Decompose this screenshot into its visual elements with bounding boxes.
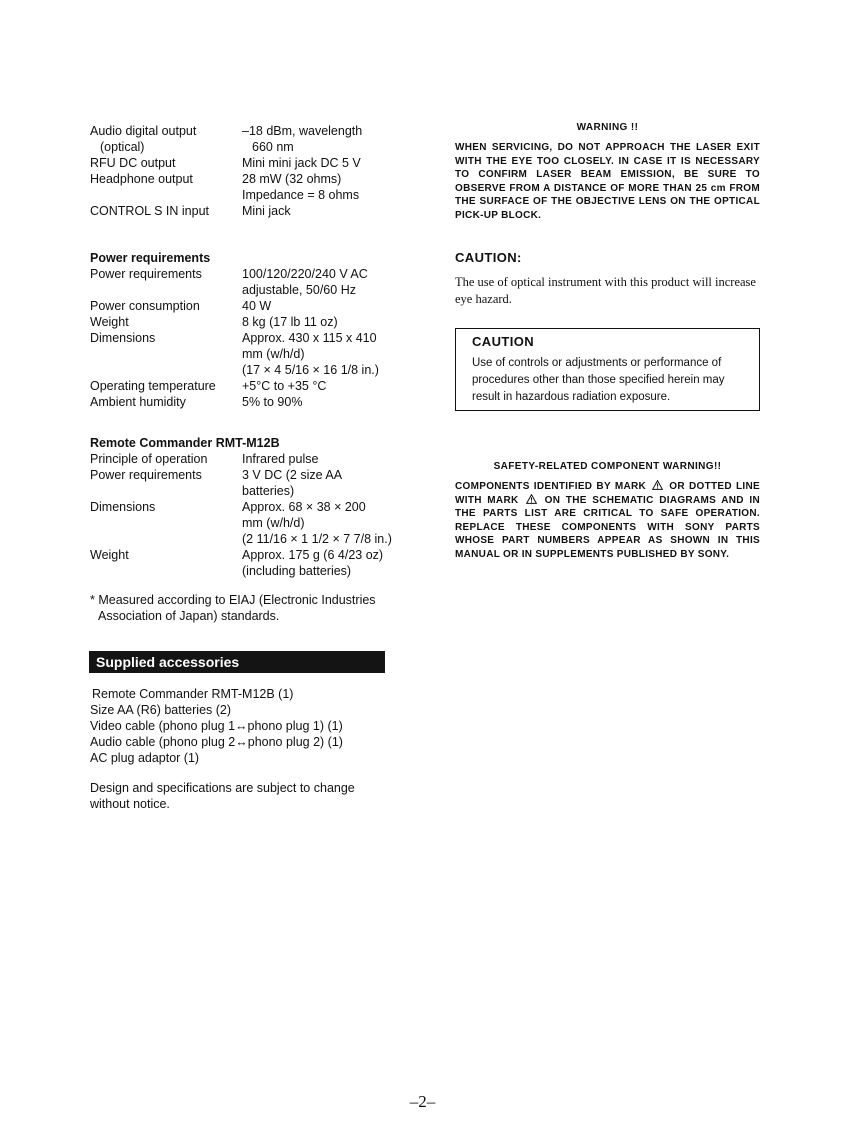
caution-box-text: Use of controls or adjustments or performance of procedures other than those specified herein may result in hazardous radiation exposure. [472,357,725,403]
spec-row [90,139,410,155]
spec-value: Infrared pulse [242,452,319,466]
spec-label: Ambient humidity [90,395,186,409]
accessories-list [90,686,343,766]
measurement-footnote [90,592,390,624]
accessory-item: Size AA (R6) batteries (2) [90,703,232,717]
spec-row [90,467,410,483]
safety-text-part: COMPONENTS IDENTIFIED BY MARK [455,481,647,492]
spec-label: Power consumption [90,299,200,313]
power-section-title: Power requirements [90,251,211,265]
footnote-line: Association of Japan) standards. [98,609,280,623]
spec-row [90,531,410,547]
caution-box-title: CAUTION [472,334,535,349]
accessory-item: Audio cable (phono plug 2↔phono plug 2) (1) [90,735,343,749]
spec-label: Dimensions [90,331,156,345]
spec-label [90,282,242,298]
spec-label: CONTROL S IN input [90,204,210,218]
spec-row [90,515,410,531]
spec-label [90,362,242,378]
accessory-item: Video cable (phono plug 1↔phono plug 1) (1) [90,719,343,733]
spec-value: (including batteries) [242,564,352,578]
design-change-note [90,780,390,812]
spec-value: 5% to 90% [242,395,303,409]
footnote-line: * Measured according to EIAJ (Electronic Industries [90,593,376,607]
spec-value: Approx. 68 × 38 × 200 [242,500,366,514]
spec-label: RFU DC output [90,156,176,170]
spec-value: –18 dBm, wavelength [242,124,363,138]
warning-triangle-icon [652,480,663,490]
laser-warning-title: WARNING !! [576,122,639,133]
spec-row [90,266,410,282]
spec-value: +5°C to +35 °C [242,379,327,393]
accessory-item: Remote Commander RMT-M12B (1) [92,687,294,701]
spec-label: Power requirements [90,267,202,281]
spec-row [90,346,410,362]
safety-text-part: ON THE SCHEMATIC DIAGRAMS AND IN THE PARTS LIST ARE CRITICAL TO SAFE OPERATION. REPLACE THESE COMPONENTS WITH SONY PARTS WHOSE PART NUMBERS APPEAR AS SHOWN IN THIS MANUAL OR IN SUPPLEMENTS PUBLISHED BY SONY. [455,494,760,560]
spec-value: batteries) [242,484,295,498]
spec-label [90,346,242,362]
design-note-line: without notice. [90,797,170,811]
remote-section-title: Remote Commander RMT-M12B [90,436,280,450]
spec-label: Audio digital output [90,124,197,138]
spec-label [90,483,242,499]
accessory-item: AC plug adaptor (1) [90,751,200,765]
safety-warning-text [455,480,760,562]
spec-row [90,563,410,579]
spec-row [90,547,410,563]
spec-row [90,123,410,139]
spec-row [90,362,410,378]
audio-specs-table [90,123,410,219]
spec-row [90,282,410,298]
spec-label: Weight [90,548,129,562]
caution-heading: CAUTION: [455,250,522,265]
spec-row [90,187,410,203]
spec-value: 40 W [242,299,272,313]
page-number: –2– [409,1092,436,1111]
spec-label: Power requirements [90,468,202,482]
spec-value: Mini jack [242,204,291,218]
safety-warning-title: SAFETY-RELATED COMPONENT WARNING!! [493,461,722,472]
spec-row [90,203,410,219]
spec-row [90,378,410,394]
spec-row [90,155,410,171]
accessories-heading: Supplied accessories [89,651,385,673]
safety-text-part: OR DOTTED LINE WITH MARK [455,481,760,506]
spec-value: mm (w/h/d) [242,347,305,361]
spec-label: (optical) [100,140,145,154]
laser-warning-text: WHEN SERVICING, DO NOT APPROACH THE LASER EXIT WITH THE EYE TOO CLOSELY. IN CASE IT IS NECESSARY TO CONFIRM LASER BEAM EMISSION, BE SURE TO OBSERVE FROM A DISTANCE OF MORE THAN 25 cm FROM THE SURFACE OF THE OBJECTIVE LENS ON THE OPTICAL PICK-UP BLOCK. [455,142,760,221]
spec-row [90,483,410,499]
spec-row [90,451,410,467]
spec-value: 100/120/220/240 V AC [242,267,368,281]
spec-label [90,515,242,531]
spec-row [90,298,410,314]
spec-label: Principle of operation [90,452,208,466]
spec-value: Mini mini jack DC 5 V [242,156,361,170]
caution-box [455,328,760,411]
spec-row [90,499,410,515]
spec-value: Approx. 175 g (6 4/23 oz) [242,548,384,562]
spec-value: Approx. 430 x 115 x 410 [242,331,377,345]
remote-specs-table [90,435,410,579]
spec-value: (2 11/16 × 1 1/2 × 7 7/8 in.) [242,532,392,546]
spec-value: Impedance = 8 ohms [242,188,360,202]
spec-value: adjustable, 50/60 Hz [242,283,356,297]
spec-row [90,314,410,330]
spec-row [90,171,410,187]
spec-label [90,531,242,547]
spec-row [90,330,410,346]
power-specs-table [90,250,410,410]
spec-label: Operating temperature [90,379,216,393]
design-note-line: Design and specifications are subject to change [90,781,355,795]
spec-value: (17 × 4 5/16 × 16 1/8 in.) [242,363,379,377]
spec-value: 660 nm [252,140,294,154]
spec-value: 8 kg (17 lb 11 oz) [242,315,338,329]
warning-triangle-icon [526,494,537,504]
spec-row [90,394,410,410]
spec-value: 3 V DC (2 size AA [242,468,343,482]
spec-value: mm (w/h/d) [242,516,305,530]
spec-label [90,563,242,579]
caution-text: The use of optical instrument with this product will increase eye hazard. [455,275,756,306]
spec-value: 28 mW (32 ohms) [242,172,342,186]
spec-label: Weight [90,315,129,329]
spec-label: Dimensions [90,500,156,514]
spec-label [90,187,242,203]
spec-label: Headphone output [90,172,193,186]
